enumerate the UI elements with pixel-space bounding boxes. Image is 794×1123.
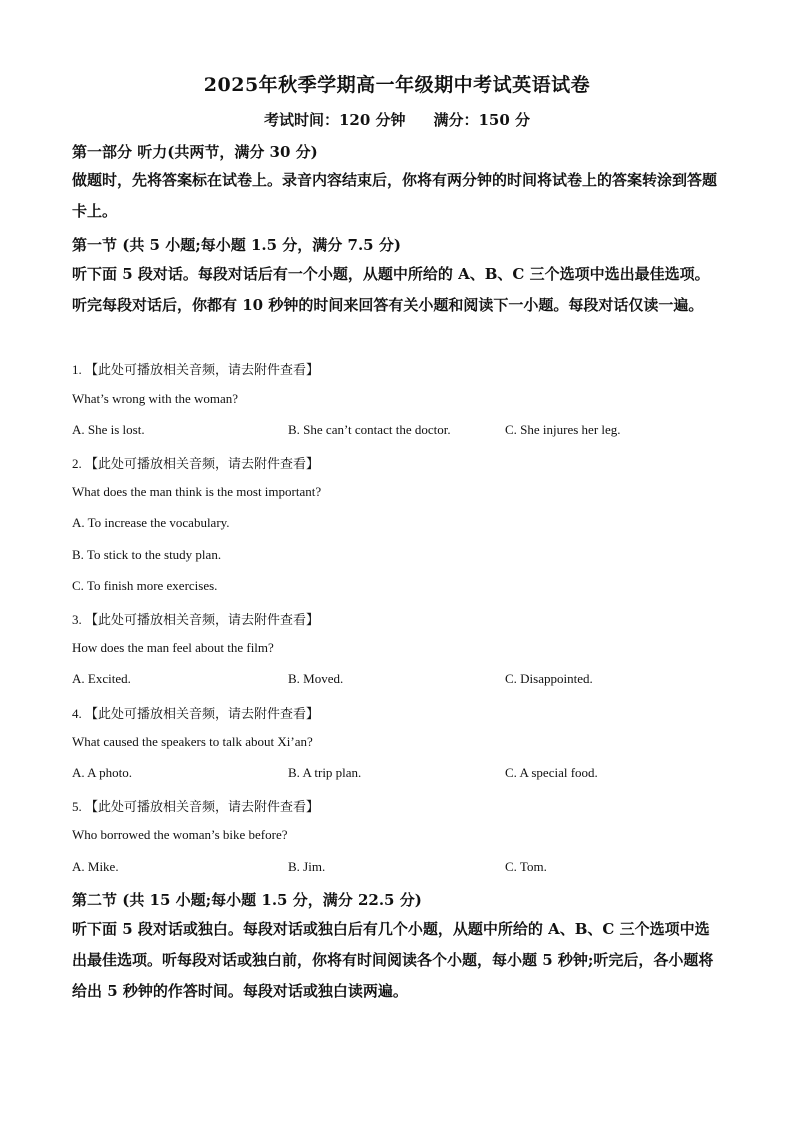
audio-link-q2[interactable]: 2. 【此处可播放相关音频，请去附件查看】 bbox=[72, 456, 320, 471]
option-a-q1: A. She is lost. bbox=[72, 422, 145, 437]
option-b-q5: B. Jim. bbox=[288, 859, 326, 874]
option-b-q1: B. She can’t contact the doctor. bbox=[288, 422, 451, 437]
question-text-q2: What does the man think is the most important? bbox=[72, 484, 322, 499]
question-text-q3: How does the man feel about the film? bbox=[72, 640, 274, 655]
question-text-q4: What caused the speakers to talk about Xi’an? bbox=[72, 734, 313, 749]
audio-link-q3[interactable]: 3. 【此处可播放相关音频，请去附件查看】 bbox=[72, 612, 320, 627]
option-a-q3: A. Excited. bbox=[72, 671, 131, 686]
option-c-q3: C. Disappointed. bbox=[505, 671, 593, 686]
option-c-q4: C. A special food. bbox=[505, 765, 598, 780]
option-a-q2: A. To increase the vocabulary. bbox=[72, 515, 230, 530]
exam-time: 考试时间：120 分钟 bbox=[263, 111, 406, 129]
audio-link-q5[interactable]: 5. 【此处可播放相关音频，请去附件查看】 bbox=[72, 799, 320, 814]
page-title: 2025年秋季学期高一年级期中考试英语试卷 bbox=[203, 74, 591, 96]
audio-link-q4[interactable]: 4. 【此处可播放相关音频，请去附件查看】 bbox=[72, 706, 320, 721]
part1-heading: 第一部分 听力(共两节，满分 30 分) bbox=[72, 143, 318, 161]
part1-instruction: 做题时，先将答案标在试卷上。录音内容结束后，你将有两分钟的时间将试卷上的答案转涂到答题卡上。 bbox=[72, 171, 718, 220]
option-c-q2: C. To finish more exercises. bbox=[72, 578, 218, 593]
audio-link-q1[interactable]: 1. 【此处可播放相关音频，请去附件查看】 bbox=[72, 362, 320, 377]
option-b-q2: B. To stick to the study plan. bbox=[72, 547, 222, 562]
section1-instruction: 听下面 5 段对话。每段对话后有一个小题，从题中所给的 A、B、C 三个选项中选出最佳选项。听完每段对话后，你都有 10 秒钟的时间来回答有关小题和阅读下一小题。每段对话仅读一遍。 bbox=[72, 265, 710, 314]
section1-heading: 第一节 (共 5 小题;每小题 1.5 分，满分 7.5 分) bbox=[72, 236, 401, 254]
section2-instruction: 听下面 5 段对话或独白。每段对话或独白后有几个小题，从题中所给的 A、B、C 三个选项中选出最佳选项。听每段对话或独白前，你将有时间阅读各个小题，每小题 5 秒钟;听完后，各小题将给出 5 秒钟的作答时间。每段对话或独白读两遍。 bbox=[72, 920, 714, 1000]
section2-heading: 第二节 (共 15 小题;每小题 1.5 分，满分 22.5 分) bbox=[72, 891, 422, 909]
option-c-q5: C. Tom. bbox=[505, 859, 547, 874]
option-b-q3: B. Moved. bbox=[288, 671, 344, 686]
exam-score: 满分：150 分 bbox=[433, 111, 531, 129]
question-text-q1: What’s wrong with the woman? bbox=[72, 391, 239, 406]
option-b-q4: B. A trip plan. bbox=[288, 765, 362, 780]
question-text-q5: Who borrowed the woman’s bike before? bbox=[72, 827, 288, 842]
exam-info bbox=[0, 109, 794, 130]
option-a-q5: A. Mike. bbox=[72, 859, 119, 874]
option-c-q1: C. She injures her leg. bbox=[505, 422, 621, 437]
option-a-q4: A. A photo. bbox=[72, 765, 132, 780]
